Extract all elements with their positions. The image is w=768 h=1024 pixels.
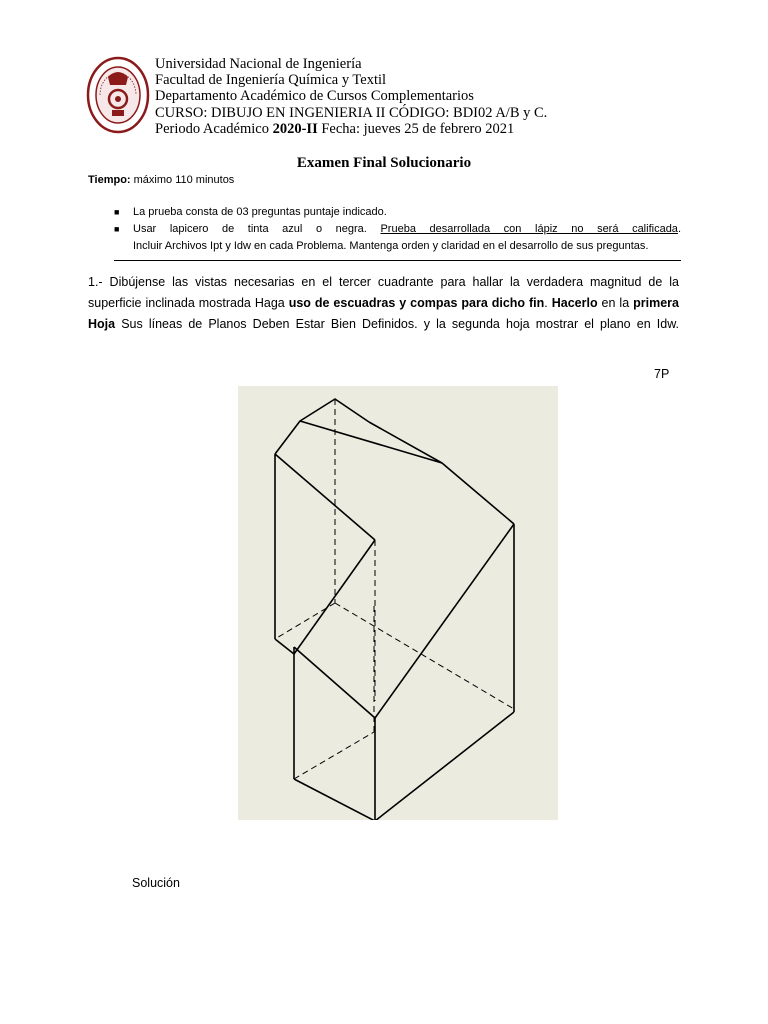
instruction-item: ■ Usar lapicero de tinta azul o negra. Prueba desarrollada con lápiz no será calificada. Incluir Archivos Ipt y Idw en cada Problema. Mantenga orden y claridad en el desarrollo de sus preguntas. (114, 223, 681, 252)
time-limit: Tiempo: máximo 110 minutos (88, 174, 235, 186)
header-university: Universidad Nacional de Ingeniería (155, 56, 362, 72)
bullet-square-icon: ■ (114, 207, 120, 217)
solution-label: Solución (132, 876, 180, 890)
isometric-drawing (238, 386, 558, 820)
header-course: CURSO: DIBUJO EN INGENIERIA II CÓDIGO: BDI02 A/B y C. (155, 104, 548, 121)
divider (114, 260, 681, 261)
university-seal-logo (86, 55, 150, 135)
instructions-list (114, 204, 681, 255)
document-header (155, 56, 547, 137)
question-points: 7P (654, 367, 670, 381)
header-faculty: Facultad de Ingeniería Química y Textil (155, 72, 387, 89)
page-title: Examen Final Solucionario (296, 155, 472, 171)
instruction-item: ■ La prueba consta de 03 preguntas puntaje indicado. (114, 204, 681, 221)
bullet-square-icon: ■ (114, 224, 120, 234)
header-period: Periodo Académico 2020-II Fecha: jueves 25 de febrero 2021 (155, 120, 515, 137)
question-1: 1.- Dibújense las vistas necesarias en el tercer cuadrante para hallar la verdadera magnitud de la superficie inclinada mostrada Haga uso de escuadras y compas para dicho fin. Hacerlo en la primera Hoja Sus líneas de Planos Deben Estar Bien Definidos. y la segunda hoja mostrar el plano en Idw. (88, 275, 679, 331)
isometric-figure (238, 386, 558, 820)
header-department: Departamento Académico de Cursos Complementarios (155, 88, 474, 105)
